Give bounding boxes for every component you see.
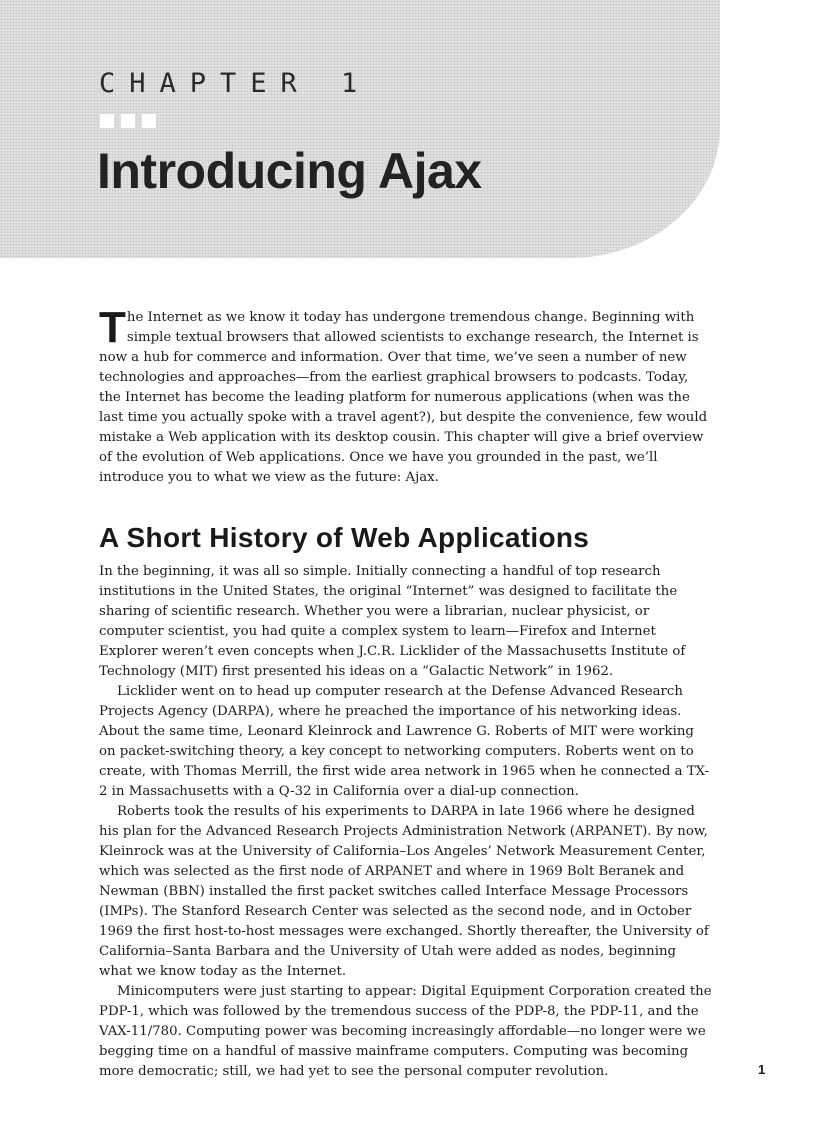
body-paragraph: Roberts took the results of his experiments to DARPA in late 1966 where he designed his plan for the Advanced Research Projects Administration Network (ARPANET). By now, Kleinrock was at the University of California–Los Angeles’ Network Measurement Center, which was selected as the first node of ARPANET and where in 1969 Bolt Beranek and Newman (BBN) installed the first packet switches called Interface Message Processors (IMPs). The Stanford Research Center was selected as the second node, and in October 1969 the first host-to-host messages were exchanged. Shortly thereafter, the University of California–Santa Barbara and the University of Utah were added as nodes, beginning what we know today as the Internet. — [99, 804, 709, 979]
chapter-title: Introducing Ajax — [97, 143, 482, 199]
ornament-square — [100, 114, 114, 128]
intro-text: he Internet as we know it today has undergone tremendous change. Beginning with simple textual browsers that allowed scientists to exchange research, the Internet is now a hub for commerce and information. Over that time, we’ve seen a number of new technologies and approaches—from the earliest graphical browsers to podcasts. Today, the Internet has become the leading platform for numerous applications (when was the last time you actually spoke with a travel agent?), but despite the convenience, few would mistake a Web application with its desktop cousin. This chapter will give a brief overview of the evolution of Web applications. Once we have you grounded in the past, we’ll introduce you to what we view as the future: Ajax. — [99, 310, 708, 485]
chapter-banner — [0, 0, 720, 258]
section-heading: A Short History of Web Applications — [99, 522, 590, 553]
intro-paragraph — [99, 303, 713, 488]
page-number: 1 — [758, 1062, 766, 1077]
ornament-square — [142, 114, 156, 128]
body-paragraph: Licklider went on to head up computer research at the Defense Advanced Research Projects Agency (DARPA), where he preached the importance of his networking ideas. About the same time, Leonard Kleinrock and Lawrence G. Roberts of MIT were working on packet-switching theory, a key concept to networking computers. Roberts went on to create, with Thomas Merrill, the first wide area network in 1965 when he connected a TX-2 in Massachusetts with a Q-32 in California over a dial-up connection. — [99, 684, 710, 799]
section-body — [99, 562, 713, 1082]
body-paragraph: In the beginning, it was all so simple. Initially connecting a handful of top research institutions in the United States, the original “Internet” was designed to facilitate the sharing of scientific research. Whether you were a librarian, nuclear physicist, or computer scientist, you had quite a complex system to learn—Firefox and Internet Explorer weren’t even concepts when J.C.R. Licklider of the Massachusetts Institute of Technology (MIT) first presented his ideas on a “Galactic Network” in 1962. — [99, 564, 686, 679]
chapter-label: CHAPTER 1 — [99, 68, 372, 99]
drop-cap: T — [99, 303, 126, 352]
chapter-ornament-squares — [100, 114, 156, 128]
body-paragraph: Minicomputers were just starting to appear: Digital Equipment Corporation created the PDP-1, which was followed by the tremendous success of the PDP-8, the PDP-11, and the VAX-11/780. Computing power was becoming increasingly affordable—no longer were we begging time on a handful of massive mainframe computers. Computing was becoming more democratic; still, we had yet to see the personal computer revolution. — [99, 984, 712, 1079]
ornament-square — [121, 114, 135, 128]
